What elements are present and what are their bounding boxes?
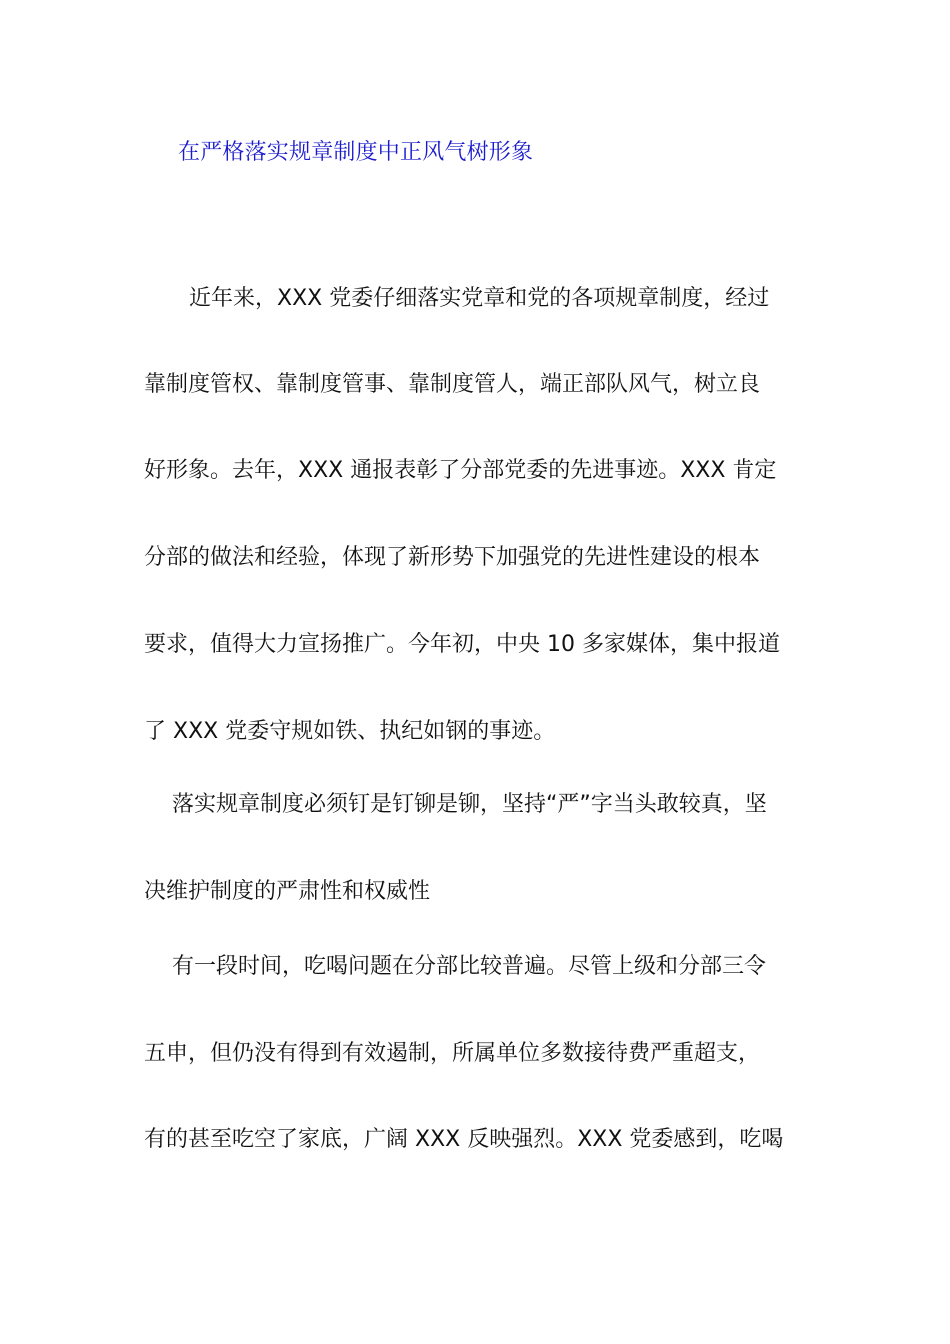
document-title: 在严格落实规章制度中正风气树形象: [178, 140, 534, 165]
paragraph-line: 决维护制度的严肃性和权威性: [144, 879, 431, 904]
paragraph-line: 靠制度管权、靠制度管事、靠制度管人，端正部队风气，树立良: [144, 372, 761, 397]
paragraph-line: 有的甚至吃空了家底，广阔 XXX 反映强烈。XXX 党委感到，吃喝: [144, 1127, 784, 1152]
paragraph-line: 了 XXX 党委守规如铁、执纪如钢的事迹。: [144, 719, 556, 744]
paragraph-line: 落实规章制度必须钉是钉铆是铆，坚持“严”字当头敢较真，坚: [172, 792, 767, 817]
paragraph-line: 要求，值得大力宣扬推广。今年初，中央 10 多家媒体，集中报道: [144, 632, 780, 657]
paragraph-line: 好形象。去年，XXX 通报表彰了分部党委的先进事迹。XXX 肯定: [144, 458, 777, 483]
paragraph-line: 近年来，XXX 党委仔细落实党章和党的各项规章制度，经过: [189, 286, 770, 311]
paragraph-line: 五申，但仍没有得到有效遏制，所属单位多数接待费严重超支，: [144, 1041, 761, 1066]
paragraph-line: 有一段时间，吃喝问题在分部比较普遍。尽管上级和分部三令: [172, 954, 767, 979]
paragraph-line: 分部的做法和经验，体现了新形势下加强党的先进性建设的根本: [144, 545, 761, 570]
